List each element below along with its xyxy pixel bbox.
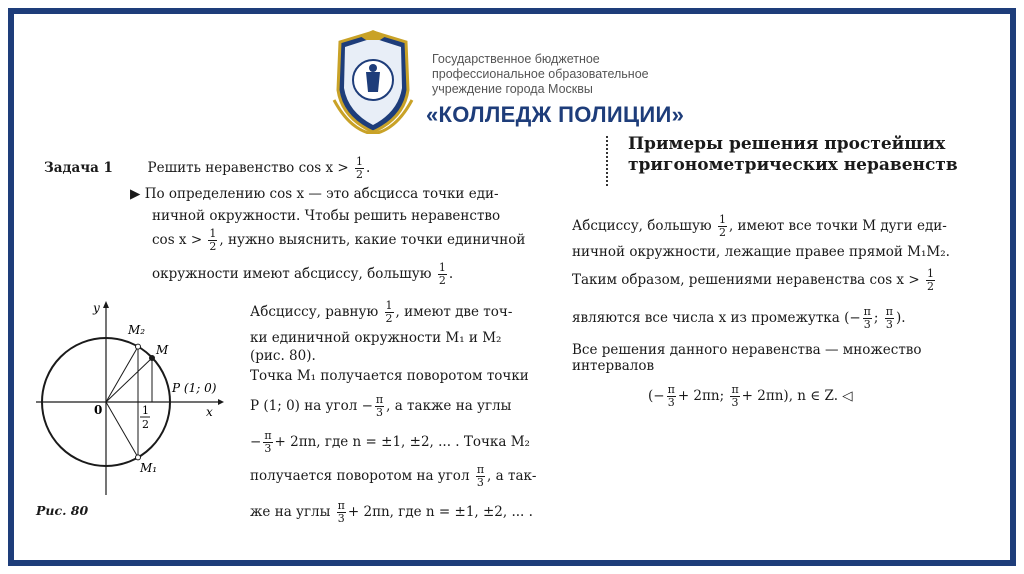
fraction-one-half: $\frac{1}{2}$ xyxy=(926,267,934,293)
point-m xyxy=(149,355,155,361)
page-heading xyxy=(628,134,958,176)
fraction-one-half: $\frac{1}{2}$ xyxy=(718,213,726,239)
origin-label: 0 xyxy=(94,403,103,417)
m-label: M xyxy=(156,343,169,357)
text-line: ки единичной окружности M₁ и M₂ xyxy=(250,330,502,346)
text-line: получается поворотом на угол $\frac{\pi}{3}$ , а так- xyxy=(250,463,537,489)
fraction-one-half: $\frac{1}{2}$ xyxy=(209,227,217,253)
text-line: интервалов xyxy=(572,358,655,374)
text-line: являются все числа x из промежутка (− $\frac{\pi}{3}$ ; $\frac{\pi}{3}$ ). xyxy=(572,305,906,331)
text-line: Абсциссу, большую $\frac{1}{2}$ , имеют все точки M дуги еди- xyxy=(572,213,947,239)
fraction-pi-third: $\frac{\pi}{3}$ xyxy=(337,499,345,525)
text-line: же на углы $\frac{\pi}{3}$ + 2πn, где n = ±1, ±2, ... . xyxy=(250,499,533,525)
text-line: Точка M₁ получается поворотом точки xyxy=(250,368,529,384)
unit-circle-figure xyxy=(36,300,226,500)
org-line-3: учреждение города Москвы xyxy=(432,82,593,96)
fraction-pi-third: $\frac{\pi}{3}$ xyxy=(375,393,384,419)
fraction-one-half: $\frac{1}{2}$ xyxy=(438,261,446,287)
organization-name xyxy=(432,52,649,97)
dotted-divider xyxy=(606,136,610,186)
triangle-marker-icon: ▶ xyxy=(130,186,141,202)
radius-to-m1 xyxy=(106,402,138,457)
fraction-one-half: $\frac{1}{2}$ xyxy=(356,155,364,181)
fraction-pi-third: $\frac{\pi}{3}$ xyxy=(885,305,893,331)
half-num-label: 1 xyxy=(142,404,149,417)
figure-caption: Рис. 80 xyxy=(36,503,89,518)
text-line: (рис. 80). xyxy=(250,348,316,364)
p-label: P (1; 0) xyxy=(172,381,217,395)
fraction-pi-third: $\frac{\pi}{3}$ xyxy=(264,429,272,455)
college-emblem-logo xyxy=(330,30,416,134)
point-m1 xyxy=(136,455,141,460)
text-line: ничной окружности. Чтобы решить неравенство xyxy=(152,208,501,224)
fraction-pi-third: $\frac{\pi}{3}$ xyxy=(863,305,871,331)
radius-to-m2 xyxy=(106,347,138,402)
college-name: «КОЛЛЕДЖ ПОЛИЦИИ» xyxy=(426,102,685,127)
text-line: cos x > $\frac{1}{2}$ , нужно выяснить, какие точки единичной xyxy=(152,227,526,253)
radius-to-m xyxy=(106,358,152,402)
point-m2 xyxy=(136,344,141,349)
y-axis-arrow-icon xyxy=(103,301,109,308)
fraction-one-half: $\frac{1}{2}$ xyxy=(385,299,393,325)
y-label: y xyxy=(93,301,100,315)
text-line: Абсциссу, равную $\frac{1}{2}$ , имеют две точ- xyxy=(250,299,513,325)
org-line-2: профессиональное образовательное xyxy=(432,67,649,81)
m2-label: M₂ xyxy=(128,323,146,337)
text-line: Таким образом, решениями неравенства cos x > $\frac{1}{2}$ xyxy=(572,267,934,293)
text-line: Все решения данного неравенства — множество xyxy=(572,342,922,358)
text-line: ▶ По определению cos x — это абсцисса точки еди- xyxy=(130,186,499,202)
text-line: − $\frac{\pi}{3}$ + 2πn, где n = ±1, ±2, ... . Точка M₂ xyxy=(250,429,530,455)
task-statement: Решить неравенство cos x > xyxy=(147,160,349,176)
text-line: окружности имеют абсциссу, большую $\frac{1}{2}$ . xyxy=(152,261,454,287)
task-line: Задача 1 Решить неравенство cos x > $\frac{1}{2}$ . xyxy=(44,155,371,181)
m1-label: M₁ xyxy=(140,461,158,475)
fraction-pi-third: $\frac{\pi}{3}$ xyxy=(731,383,739,409)
heading-line-2: тригонометрических неравенств xyxy=(628,155,958,175)
fraction-pi-third: $\frac{\pi}{3}$ xyxy=(667,383,675,409)
half-den-label: 2 xyxy=(142,418,149,431)
org-line-1: Государственное бюджетное xyxy=(432,52,600,66)
fraction-pi-third: $\frac{\pi}{3}$ xyxy=(476,463,485,489)
text-line: ничной окружности, лежащие правее прямой M₁M₂. xyxy=(572,244,950,260)
heading-line-1: Примеры решения простейших xyxy=(628,134,946,154)
text-line: (− $\frac{\pi}{3}$ + 2πn; $\frac{\pi}{3}$ + 2πn), n ∈ Z. ◁ xyxy=(648,383,853,409)
text-line: P (1; 0) на угол − $\frac{\pi}{3}$ , а также на углы xyxy=(250,393,512,419)
task-label: Задача 1 xyxy=(44,160,113,176)
x-axis-arrow-icon xyxy=(218,399,224,405)
x-label: x xyxy=(206,405,213,419)
